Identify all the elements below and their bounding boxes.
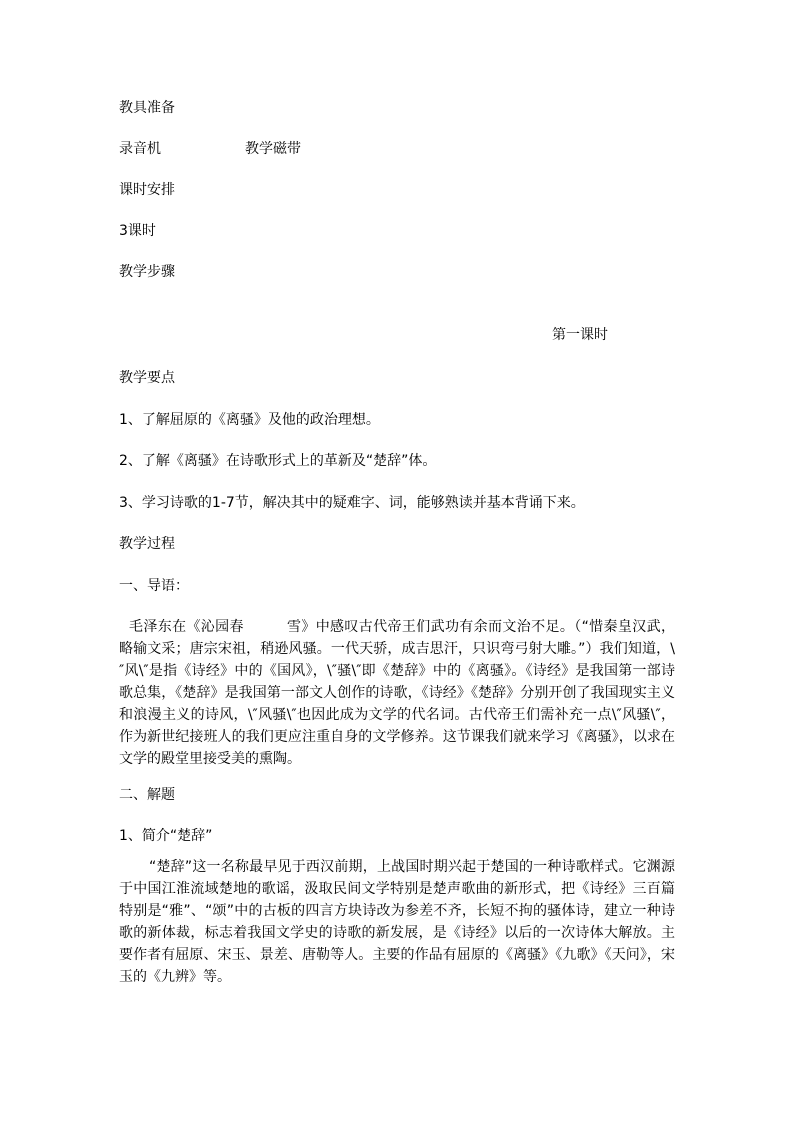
heading-schedule: 课时安排 [119, 182, 175, 198]
key-point-3: 3、学习诗歌的1-7节，解决其中的疑难字、词，能够熟读并基本背诵下来。 [119, 495, 585, 511]
key-point-1: 1、了解屈原的《离骚》及他的政治理想。 [119, 412, 380, 428]
key-point-2: 2、了解《离骚》在诗歌形式上的革新及“楚辞”体。 [119, 453, 437, 469]
heading-teaching-steps: 教学步骤 [119, 264, 175, 280]
heading-teaching-process: 教学过程 [119, 536, 175, 552]
section-intro-heading: 一、导语： [119, 578, 189, 594]
section-solve-heading: 二、解题 [119, 787, 175, 803]
tool-magnet-tape: 教学磁带 [245, 141, 301, 157]
lesson-label: 第一课时 [552, 327, 608, 343]
heading-teaching-tools: 教具准备 [119, 100, 175, 116]
sub-heading-chuci: 1、简介“楚辞” [119, 828, 213, 844]
heading-key-points: 教学要点 [119, 370, 175, 386]
schedule-value: 3课时 [119, 223, 156, 239]
intro-paragraph: 毛泽东在《沁园春 雪》中感叹古代帝王们武功有余而文治不足。（“惜秦皇汉武，略输文采；唐宗宋祖，稍逊风骚。一代天骄，成吉思汗，只识弯弓射大雕。”）我们知道，\″风\″是指《诗经》中的《国风》，\″骚\″即《楚辞》中的《离骚》。《诗经》是我国第一部诗歌总集，《楚辞》是我国第一部文人创作的诗歌，《诗经》《楚辞》分别开创了我国现实主义和浪漫主义的诗风，\″风骚\″也因此成为文学的代名词。古代帝王们需补充一点\″风骚\″，作为新世纪接班人的我们更应注重自身的文学修养。这节课我们就来学习《离骚》，以求在文学的殿堂里接受美的熏陶。 [119, 619, 675, 767]
tool-recorder: 录音机 [119, 141, 161, 157]
chuci-paragraph: “楚辞”这一名称最早见于西汉前期，上战国时期兴起于楚国的一种诗歌样式。它渊源于中国江淮流域楚地的歌谣，汲取民间文学特别是楚声歌曲的新形式，把《诗经》三百篇特别是“雅”、“颂”中的古板的四言方块诗改为参差不齐，长短不拘的骚体诗，建立一种诗歌的新体裁，标志着我国文学史的诗歌的新发展，是《诗经》以后的一次诗体大解放。主要作者有屈原、宋玉、景差、唐勒等人。主要的作品有屈原的《离骚》《九歌》《天问》，宋玉的《九辨》等。 [119, 859, 675, 985]
